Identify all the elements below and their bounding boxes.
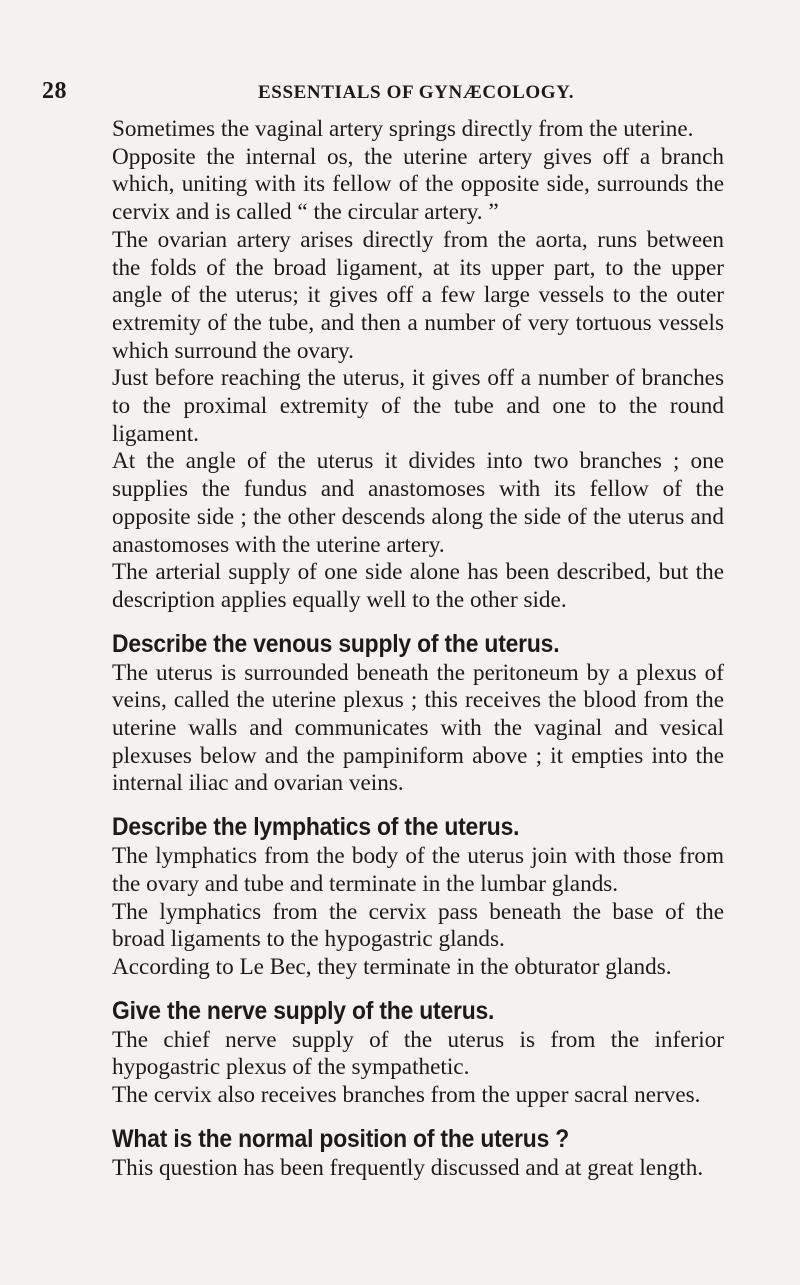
paragraph: The lymphatics from the cervix pass beneath the base of the broad ligaments to the hypogastric glands. (112, 898, 724, 953)
paragraph: Sometimes the vaginal artery springs directly from the uterine. (112, 116, 694, 142)
section-lymphatics (112, 813, 724, 982)
paragraph: The cervix also receives branches from the upper sacral nerves. (112, 1082, 701, 1109)
question-heading: Give the nerve supply of the uterus. (112, 997, 495, 1025)
paragraph: Opposite the internal os, the uterine artery gives off a branch which, uniting with its fellow of the opposite side, surrounds the cervix and is called “ the circular artery. ” (112, 143, 724, 226)
question-heading: What is the normal position of the uterus ? (112, 1125, 570, 1153)
question-heading: Describe the venous supply of the uterus. (112, 630, 560, 658)
paragraph: The chief nerve supply of the uterus is from the inferior hypogastric plexus of the sympathetic. (112, 1026, 724, 1081)
paragraph: The arterial supply of one side alone has been described, but the description applies equally well to the other side. (112, 559, 724, 613)
paragraph: The ovarian artery arises directly from the aorta, runs between the folds of the broad ligament, at its upper part, to the upper angle of the uterus; it gives off a few large vessels to the outer extremity of the tube, and then a number of very tortuous vessels which surround the ovary. (112, 226, 724, 364)
section-venous-supply (112, 630, 724, 799)
paragraph: According to Le Bec, they terminate in the obturator glands. (112, 953, 672, 980)
paragraph: The lymphatics from the body of the uterus join with those from the ovary and tube and terminate in the lumbar glands. (112, 843, 724, 897)
running-title: ESSENTIALS OF GYNÆCOLOGY. (258, 82, 575, 103)
section-nerve-supply (112, 997, 724, 1110)
paragraph: The uterus is surrounded beneath the peritoneum by a plexus of veins, called the uterine plexus ; this receives the blood from the uterine walls and communicates with the vaginal and vesical plexuses below and the pampiniform above ; it empties into the internal iliac and ovarian veins. (112, 659, 724, 797)
paragraph: At the angle of the uterus it divides into two branches ; one supplies the fundus and anastomoses with its fellow of the opposite side ; the other descends along the side of the uterus and anastomoses with the uterine artery. (112, 448, 724, 558)
page-number: 28 (42, 78, 67, 104)
paragraph: This question has been frequently discussed and at great length. (112, 1154, 704, 1181)
paragraph: Just before reaching the uterus, it gives off a number of branches to the proximal extremity of the tube and one to the round ligament. (112, 365, 724, 447)
section-normal-position (112, 1125, 724, 1183)
question-heading: Describe the lymphatics of the uterus. (112, 814, 520, 842)
page-body (112, 116, 724, 1183)
